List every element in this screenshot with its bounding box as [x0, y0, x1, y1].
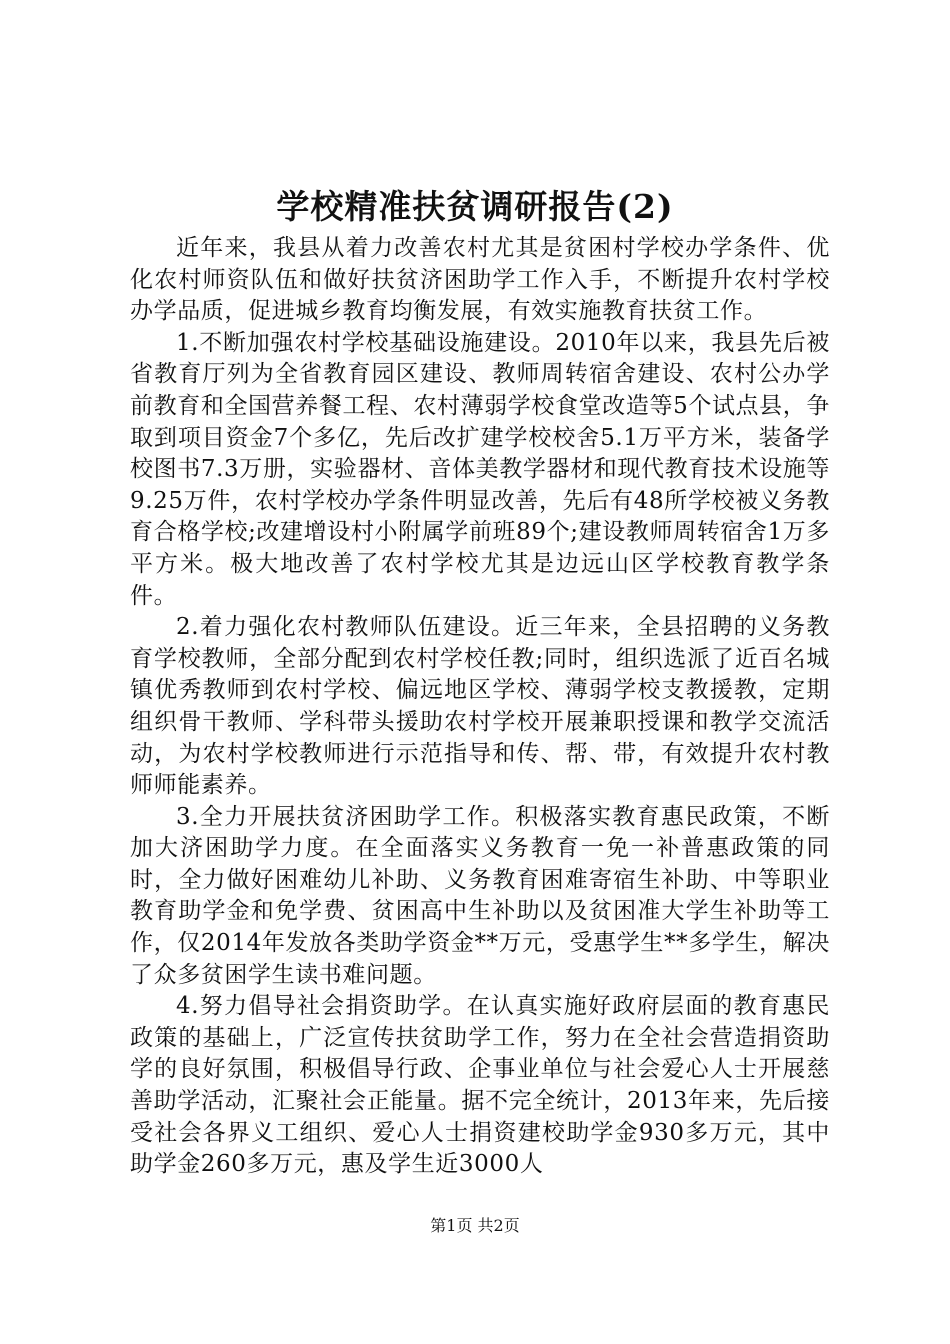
paragraph-donations: 4.努力倡导社会捐资助学。在认真实施好政府层面的教育惠民政策的基础上，广泛宣传扶贫助学工作，努力在全社会营造捐资助学的良好氛围，积极倡导行政、企事业单位与社会爱心人士开展慈善助学活动，汇聚社会正能量。据不完全统计，2013年来，先后接受社会各界义工组织、爱心人士捐资建校助学金930多万元，其中助学金260多万元，惠及学生近3000人	[130, 993, 830, 1178]
paragraph-infrastructure: 1.不断加强农村学校基础设施建设。2010年以来，我县先后被省教育厅列为全省教育园区建设、教师周转宿舍建设、农村公办学前教育和全国营养餐工程、农村薄弱学校食堂改造等5个试点县，争取到项目资金7个多亿，先后改扩建学校校舍5.1万平方米，装备学校图书7.3万册，实验器材、音体美教学器材和现代教育技术设施等9.25万件，农村学校办学条件明显改善，先后有48所学校被义务教育合格学校;改建增设村小附属学前班89个;建设教师周转宿舍1万多平方米。极大地改善了农村学校尤其是边远山区学校教育教学条件。	[130, 329, 830, 609]
document-body	[130, 233, 830, 1181]
page-footer: 第1页 共2页	[430, 1216, 520, 1235]
paragraph-teachers: 2.着力强化农村教师队伍建设。近三年来，全县招聘的义务教育学校教师，全部分配到农村学校任教;同时，组织选派了近百名城镇优秀教师到农村学校、偏远地区学校、薄弱学校支教援教，定期组织骨干教师、学科带头援助农村学校开展兼职授课和教学交流活动，为农村学校教师进行示范指导和传、帮、带，有效提升农村教师师能素养。	[130, 614, 830, 799]
paragraph-intro: 近年来，我县从着力改善农村尤其是贫困村学校办学条件、优化农村师资队伍和做好扶贫济困助学工作入手，不断提升农村学校办学品质，促进城乡教育均衡发展，有效实施教育扶贫工作。	[130, 235, 830, 325]
paragraph-financial-aid: 3.全力开展扶贫济困助学工作。积极落实教育惠民政策，不断加大济困助学力度。在全面落实义务教育一免一补普惠政策的同时，全力做好困难幼儿补助、义务教育困难寄宿生补助、中等职业教育助学金和免学费、贫困高中生补助以及贫困准大学生补助等工作，仅2014年发放各类助学资金**万元，受惠学生**多学生，解决了众多贫困学生读书难问题。	[130, 803, 830, 988]
document-title: 学校精准扶贫调研报告(2)	[276, 187, 674, 226]
